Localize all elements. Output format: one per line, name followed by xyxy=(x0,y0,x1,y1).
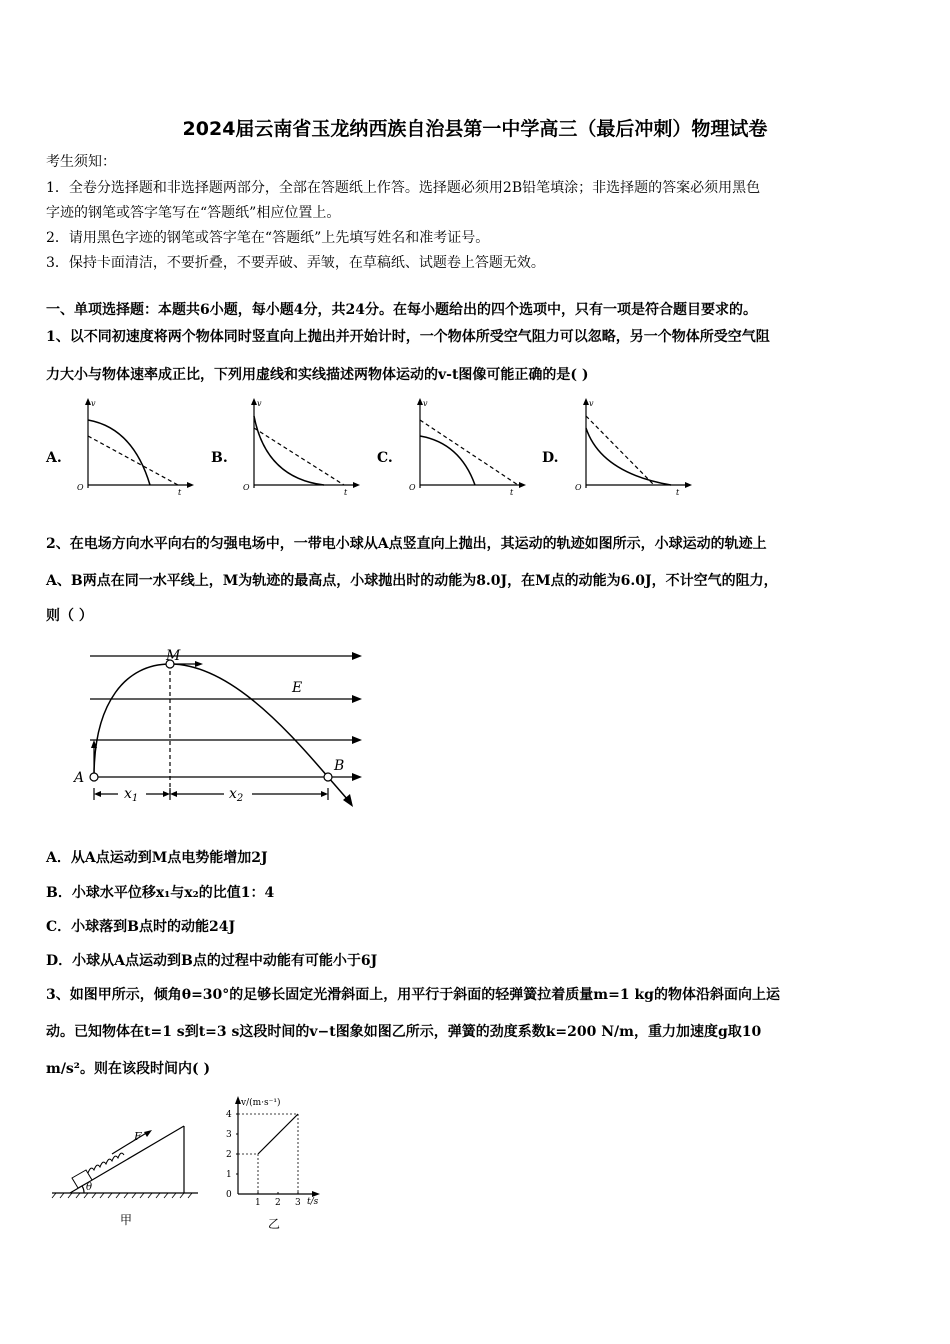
q1-line2: 力大小与物体速率成正比，下列用虚线和实线描述两物体运动的v-t图像可能正确的是( ) xyxy=(46,367,589,383)
section-heading: 一、单项选择题：本题共6小题，每小题4分，共24分。在每小题给出的四个选项中，只有一项是符合题目要求的。 xyxy=(46,302,757,318)
axis-t-label: t xyxy=(510,488,514,497)
q3-line1: 3、如图甲所示，倾角θ=30°的足够长固定光滑斜面上，用平行于斜面的轻弹簧拉着质量m=1 kg的物体沿斜面向上运 xyxy=(46,987,780,1003)
point-m-label: M xyxy=(166,648,181,664)
q1-option-b-label[interactable]: B. xyxy=(211,450,228,466)
axis-t-label: t xyxy=(344,488,348,497)
caption-jia: 甲 xyxy=(120,1213,133,1227)
q3-line2: 动。已知物体在t=1 s到t=3 s这段时间的v−t图象如图乙所示，弹簧的劲度系数k=200 N/m，重力加速度g取10 xyxy=(46,1024,762,1040)
q1-option-a-label[interactable]: A. xyxy=(46,450,62,466)
q2-line3: 则（ ） xyxy=(46,608,93,624)
notice-item-1-cont: 字迹的钢笔或答字笔写在“答题纸”相应位置上。 xyxy=(46,205,341,221)
point-b-label: B xyxy=(334,758,345,774)
q1-option-c-label[interactable]: C. xyxy=(377,450,393,466)
q1-line1: 1、以不同初速度将两个物体同时竖直向上抛出并开始计时，一个物体所受空气阻力可以忽略，另一个物体所受空气阻 xyxy=(46,329,770,345)
origin-label: O xyxy=(77,483,84,492)
q3-figure-jia xyxy=(48,1118,208,1228)
y-axis-label: v/(m·s⁻¹) xyxy=(241,1098,281,1108)
y-tick-label: 0 xyxy=(226,1190,232,1200)
q2-option-c[interactable]: C．小球落到B点时的动能24J xyxy=(46,919,236,935)
x-axis-label: t/s xyxy=(307,1197,319,1207)
q1-graph-b xyxy=(243,398,364,497)
series-line-vt xyxy=(258,1114,298,1154)
axis-v-label: v xyxy=(257,399,262,408)
point-a-label: A xyxy=(74,770,85,786)
notice-item-1: 1．全卷分选择题和非选择题两部分，全部在答题纸上作答。选择题必须用2B铅笔填涂；非选择题的答案必须用黑色 xyxy=(46,180,761,196)
q2-trajectory-figure xyxy=(66,642,366,812)
axis-v-label: v xyxy=(91,399,96,408)
notice-item-2: 2．请用黑色字迹的钢笔或答字笔在“答题纸”上先填写姓名和准考证号。 xyxy=(46,230,490,246)
y-tick-label: 3 xyxy=(226,1130,232,1140)
origin-label: O xyxy=(575,483,582,492)
x2-label: $x_2$ xyxy=(229,786,244,804)
origin-label: O xyxy=(243,483,250,492)
x-tick-label: 2 xyxy=(275,1198,281,1208)
x-tick-label: 3 xyxy=(295,1198,301,1208)
axis-t-label: t xyxy=(676,488,680,497)
q1-option-d-label[interactable]: D. xyxy=(542,450,559,466)
notice-heading: 考生须知： xyxy=(46,154,116,170)
axis-t-label: t xyxy=(178,488,182,497)
q2-line2: A、B两点在同一水平线上，M为轨迹的最高点，小球抛出时的动能为8.0J，在M点的动能为6.0J，不计空气的阻力， xyxy=(46,573,778,589)
y-tick-label: 1 xyxy=(226,1170,232,1180)
q2-option-d[interactable]: D．小球从A点运动到B点的过程中动能有可能小于6J xyxy=(46,953,378,969)
q1-graph-a xyxy=(77,398,198,497)
notice-item-3: 3．保持卡面清洁，不要折叠，不要弄破、弄皱，在草稿纸、试题卷上答题无效。 xyxy=(46,255,545,271)
field-e-label: E xyxy=(292,680,303,696)
x1-label: $x_1$ xyxy=(124,786,139,804)
y-tick-label: 4 xyxy=(226,1110,232,1120)
q2-line1: 2、在电场方向水平向右的匀强电场中，一带电小球从A点竖直向上抛出，其运动的轨迹如图所示，小球运动的轨迹上 xyxy=(46,536,767,552)
axis-v-label: v xyxy=(589,399,594,408)
theta-label: θ xyxy=(86,1182,93,1193)
q3-line3: m/s²。则在该段时间内( ) xyxy=(46,1061,211,1077)
q1-graph-d xyxy=(575,398,696,497)
page-title: 2024届云南省玉龙纳西族自治县第一中学高三（最后冲刺）物理试卷 xyxy=(182,118,768,140)
caption-yi: 乙 xyxy=(268,1217,281,1231)
axis-v-label: v xyxy=(423,399,428,408)
y-tick-label: 2 xyxy=(226,1150,232,1160)
force-f-label: F xyxy=(134,1130,142,1143)
q1-graph-c xyxy=(409,398,530,497)
q2-option-b[interactable]: B．小球水平位移x₁与x₂的比值1：4 xyxy=(46,885,275,901)
q2-option-a[interactable]: A．从A点运动到M点电势能增加2J xyxy=(46,850,268,866)
q3-figure-yi xyxy=(222,1094,332,1234)
x-tick-label: 1 xyxy=(255,1198,261,1208)
origin-label: O xyxy=(409,483,416,492)
